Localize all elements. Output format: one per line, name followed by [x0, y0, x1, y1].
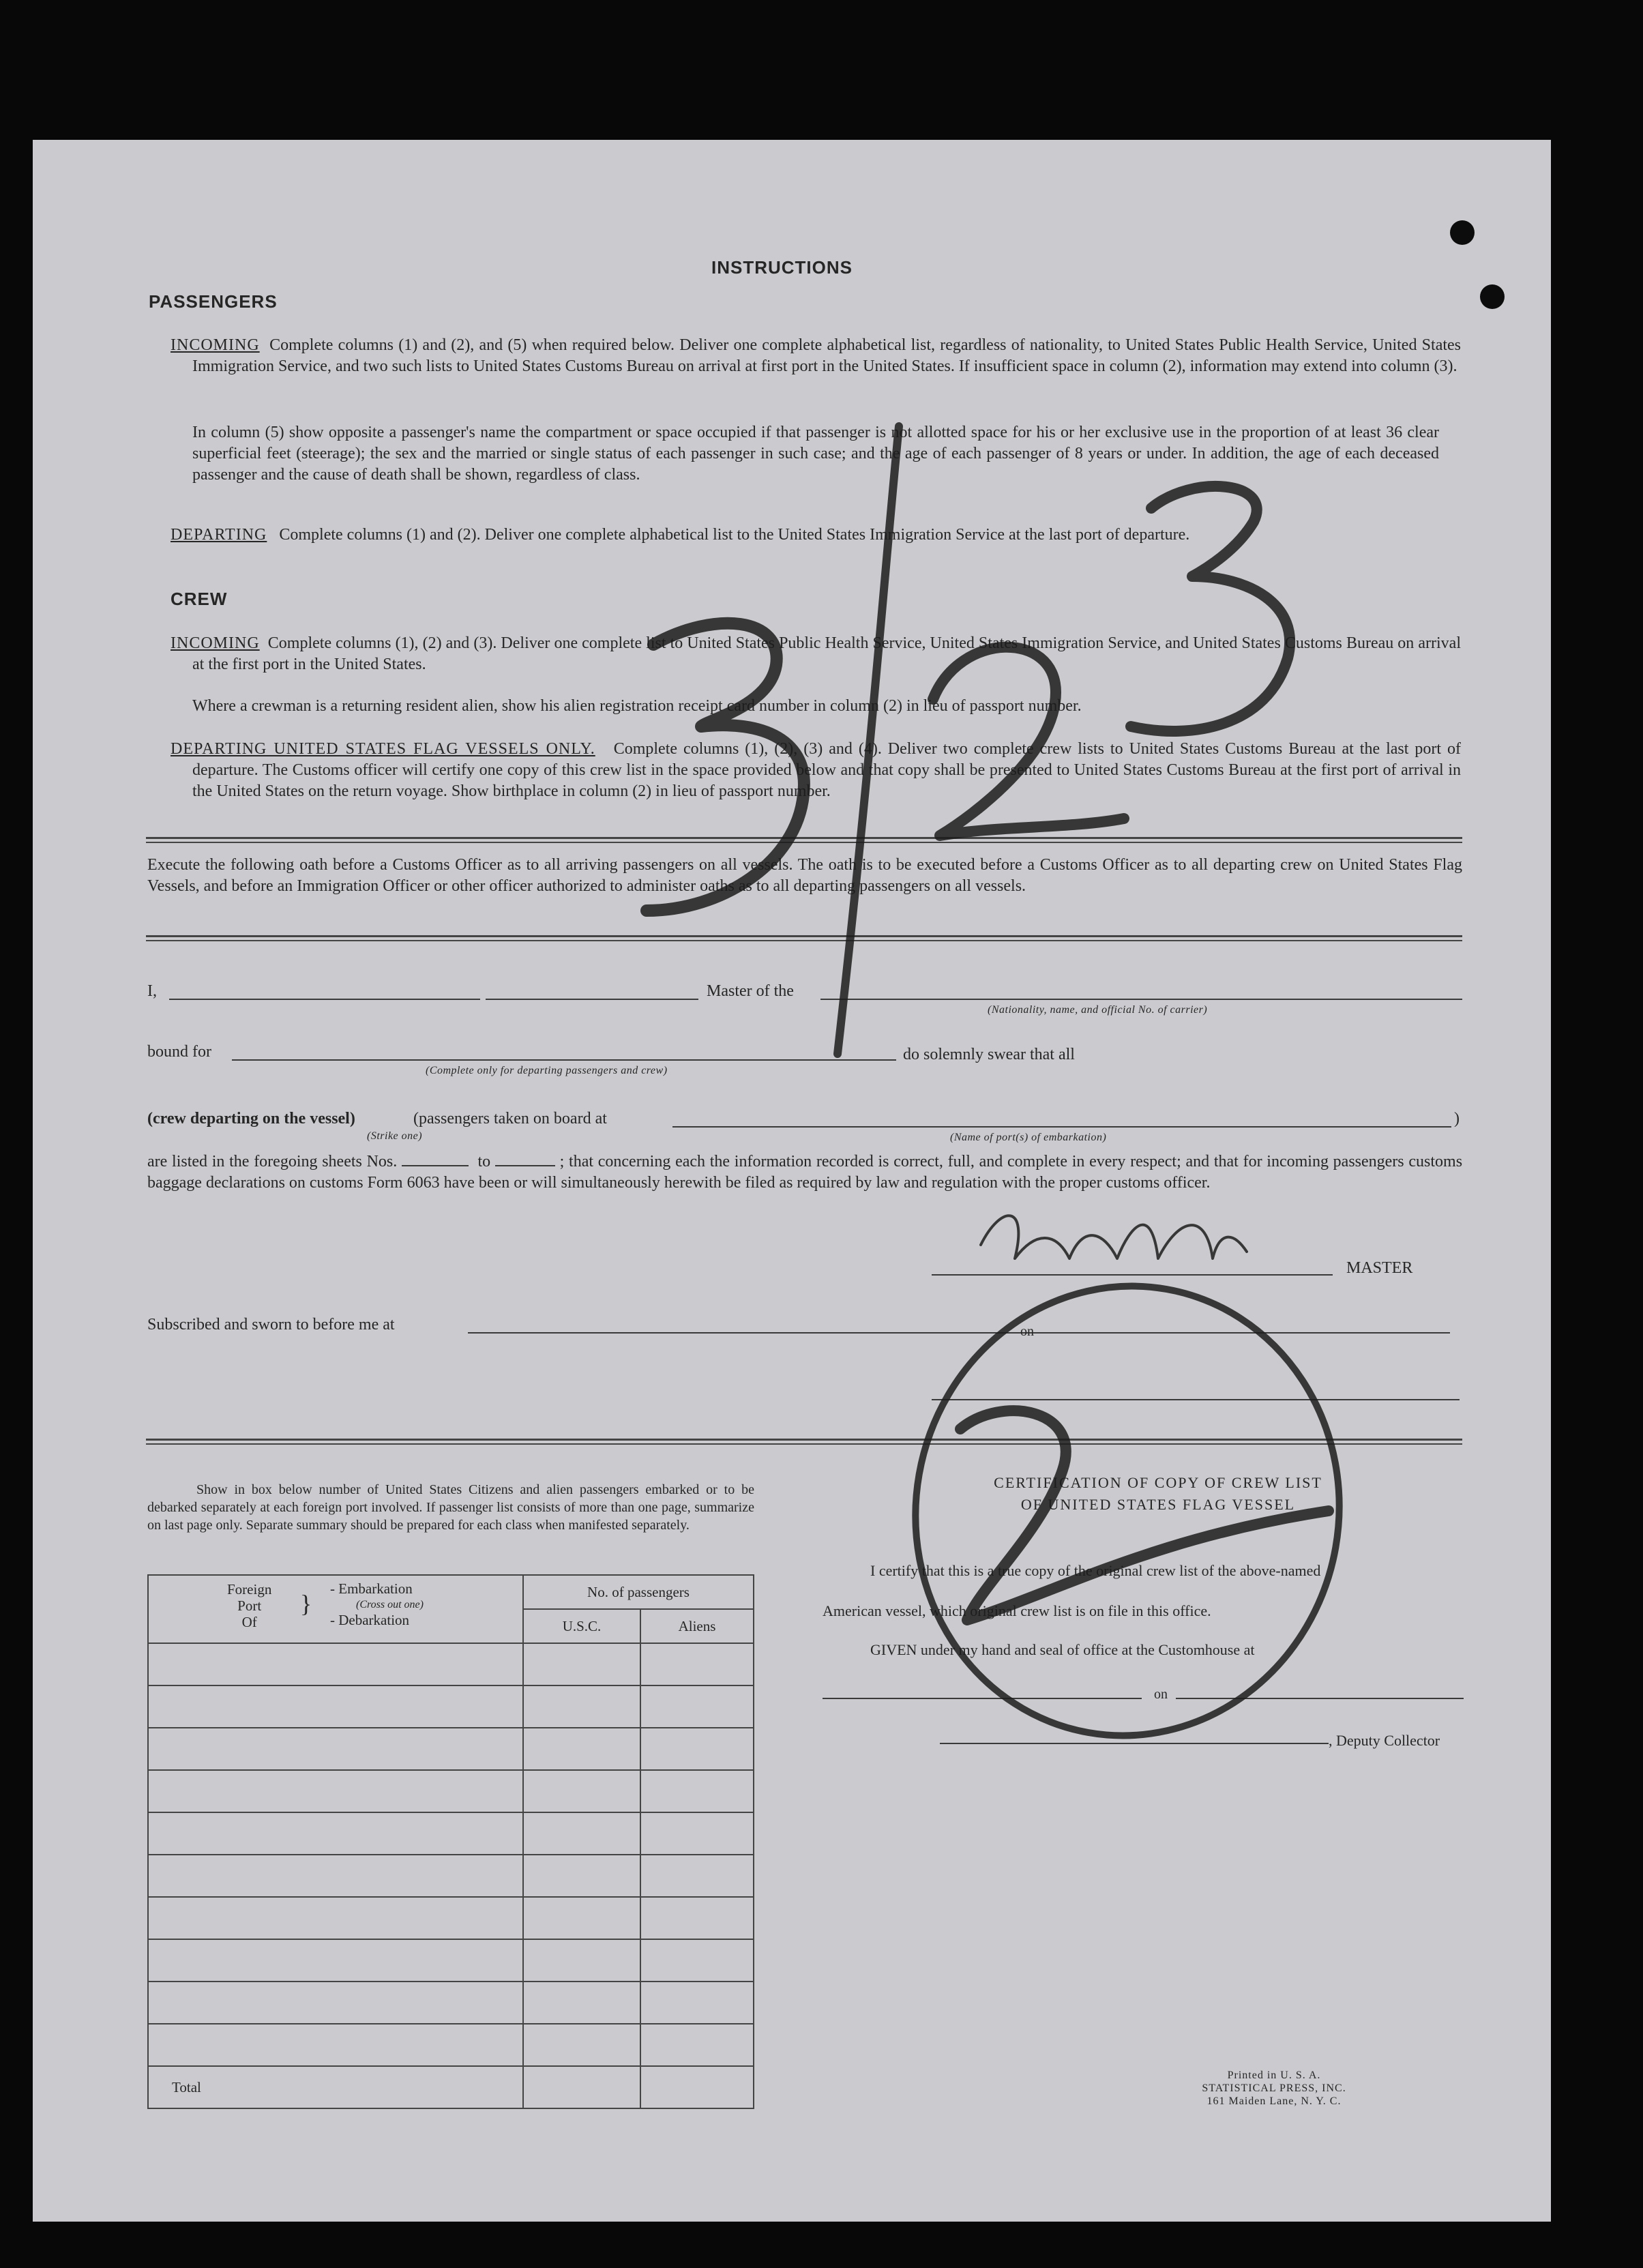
oath-intro: Execute the following oath before a Customs Officer as to all arriving passengers on all vessels. The oath is to be executed before a Customs Officer as to all departing crew on United States Flag Vessels, and before an Immigration Officer or other officer authorized to administer oaths as to all departing passengers on all vessels.: [147, 856, 1462, 895]
port-label: Port: [237, 1597, 262, 1614]
given-text: GIVEN under my hand and seal of office at the Customhouse at: [870, 1641, 1255, 1658]
handwritten-slash: [838, 426, 899, 1054]
brace-glyph: }: [300, 1590, 312, 1617]
to-label: to: [477, 1153, 491, 1170]
crew-departing-option: (crew departing on the vessel): [147, 1110, 355, 1128]
debarkation-label: - Debarkation: [330, 1612, 410, 1628]
incoming-label: INCOMING: [171, 634, 260, 652]
bound-for-label: bound for: [147, 1043, 211, 1061]
handwritten-annotations: [33, 140, 1551, 2222]
handwritten-digit-3: [647, 623, 804, 911]
swear-label: do solemnly swear that all: [903, 1046, 1075, 1063]
flag-vessels-text: Complete columns (1), (2), (3) and (4). Deliver two complete crew lists to United States Customs Bureau at the last port of departure. The Customs officer will certify one copy of this crew list in the space provided below and that copy shall be presented to United States Customs Bureau at the first port of arrival in the United States on the return voyage. Show birthplace in column (2) in lieu of passport number.: [192, 740, 1462, 800]
alien-paragraph: Where a crewman is a returning resident alien, show his alien registration receipt card number in column (2) in lieu of passport number.: [192, 697, 1082, 715]
subscribed-label: Subscribed and sworn to before me at: [147, 1316, 395, 1334]
passengers-heading: PASSENGERS: [149, 291, 278, 312]
passengers-incoming-text: Complete columns (1) and (2), and (5) when required below. Deliver one complete alphabetical list, regardless of nationality, to United States Public Health Service, United States Immigration Service, and two such lists to United States Customs Bureau on arrival at first port in the United States. If insufficient space in column (2), information may extend into column (3).: [192, 336, 1462, 375]
handwritten-signature: [981, 1216, 1247, 1258]
document-page: [33, 140, 1551, 2222]
certification-title-line2: OF UNITED STATES FLAG VESSEL: [1020, 1496, 1296, 1513]
close-paren: ): [1454, 1110, 1460, 1128]
no-passengers-header: No. of passengers: [523, 1575, 754, 1609]
foreign-label: Foreign: [227, 1581, 272, 1597]
flag-vessels-label: DEPARTING UNITED STATES FLAG VESSELS ONLY.: [171, 740, 595, 758]
deputy-collector-label: , Deputy Collector: [1329, 1732, 1440, 1749]
printer-line1: Printed in U. S. A.: [1227, 2070, 1321, 2081]
certify-line1: I certify that this is a true copy of the original crew list of the above-named: [870, 1562, 1321, 1579]
certification-on-label: on: [1154, 1687, 1168, 1702]
carrier-note: (Nationality, name, and official No. of carrier): [988, 1004, 1208, 1016]
of-label: Of: [241, 1614, 257, 1630]
handwritten-circled-2: [960, 1411, 1329, 1620]
master-label: MASTER: [1346, 1259, 1413, 1277]
handwritten-digit-2: [933, 647, 1124, 836]
passengers-departing-text: Complete columns (1) and (2). Deliver one complete alphabetical list to the United States Immigration Service at the last port of departure.: [279, 526, 1190, 544]
page-title: INSTRUCTIONS: [711, 257, 853, 278]
oath-i-label: I,: [147, 982, 157, 1000]
master-of-label: Master of the: [707, 982, 794, 1000]
crew-heading: CREW: [171, 589, 228, 609]
listed-text: ; that concerning each the information recorded is correct, full, and complete in every respect; and that for incoming passengers customs baggage declarations on customs Form 6063 have been or will simultaneously herewith be filed as required by law and regulation with the proper customs officer.: [147, 1153, 1463, 1192]
on-label: on: [1020, 1324, 1034, 1339]
printer-line2: STATISTICAL PRESS, INC.: [1202, 2082, 1346, 2094]
passengers-taken-option: (passengers taken on board at: [413, 1110, 607, 1128]
certify-line2: American vessel, which original crew list is on file in this office.: [823, 1602, 1211, 1619]
listed-prefix: are listed in the foregoing sheets Nos.: [147, 1153, 398, 1170]
column5-paragraph: In column (5) show opposite a passenger's name the compartment or space occupied if that passenger is not allotted space for his or her exclusive use in the proportion of at least 36 clear superficial feet (steerage); the sex and the married or single status of each passenger in such case; and the age of each passenger of 8 years or under. In addition, the age of each deceased passenger and the cause of death shall be shown, regardless of class.: [192, 424, 1439, 484]
embarkation-label: - Embarkation: [330, 1580, 413, 1597]
cross-out-note: (Cross out one): [356, 1599, 424, 1610]
departing-label: DEPARTING: [171, 526, 267, 544]
crew-incoming-text: Complete columns (1), (2) and (3). Deliver one complete list to United States Public Health Service, United States Immigration Service, and United States Customs Bureau on arrival at the first port in the United States.: [192, 634, 1461, 673]
strike-one-note: (Strike one): [367, 1130, 423, 1142]
usc-header: U.S.C.: [523, 1609, 640, 1643]
aliens-header: Aliens: [640, 1609, 754, 1643]
total-label: Total: [148, 2066, 523, 2108]
certification-title-line1: CERTIFICATION OF COPY OF CREW LIST: [994, 1474, 1322, 1491]
incoming-label: INCOMING: [171, 336, 260, 354]
printer-line3: 161 Maiden Lane, N. Y. C.: [1207, 2095, 1342, 2107]
summary-instructions: Show in box below number of United States Citizens and alien passengers embarked or to be debarked separately at each foreign port involved. If passenger list consists of more than one page, summarize on last page only. Separate summary should be prepared for each class when manifested separately.: [147, 1482, 754, 1533]
departing-note: (Complete only for departing passengers and crew): [426, 1065, 668, 1076]
handwritten-digit-3: [1131, 486, 1290, 731]
ports-note: (Name of port(s) of embarkation): [950, 1132, 1107, 1143]
